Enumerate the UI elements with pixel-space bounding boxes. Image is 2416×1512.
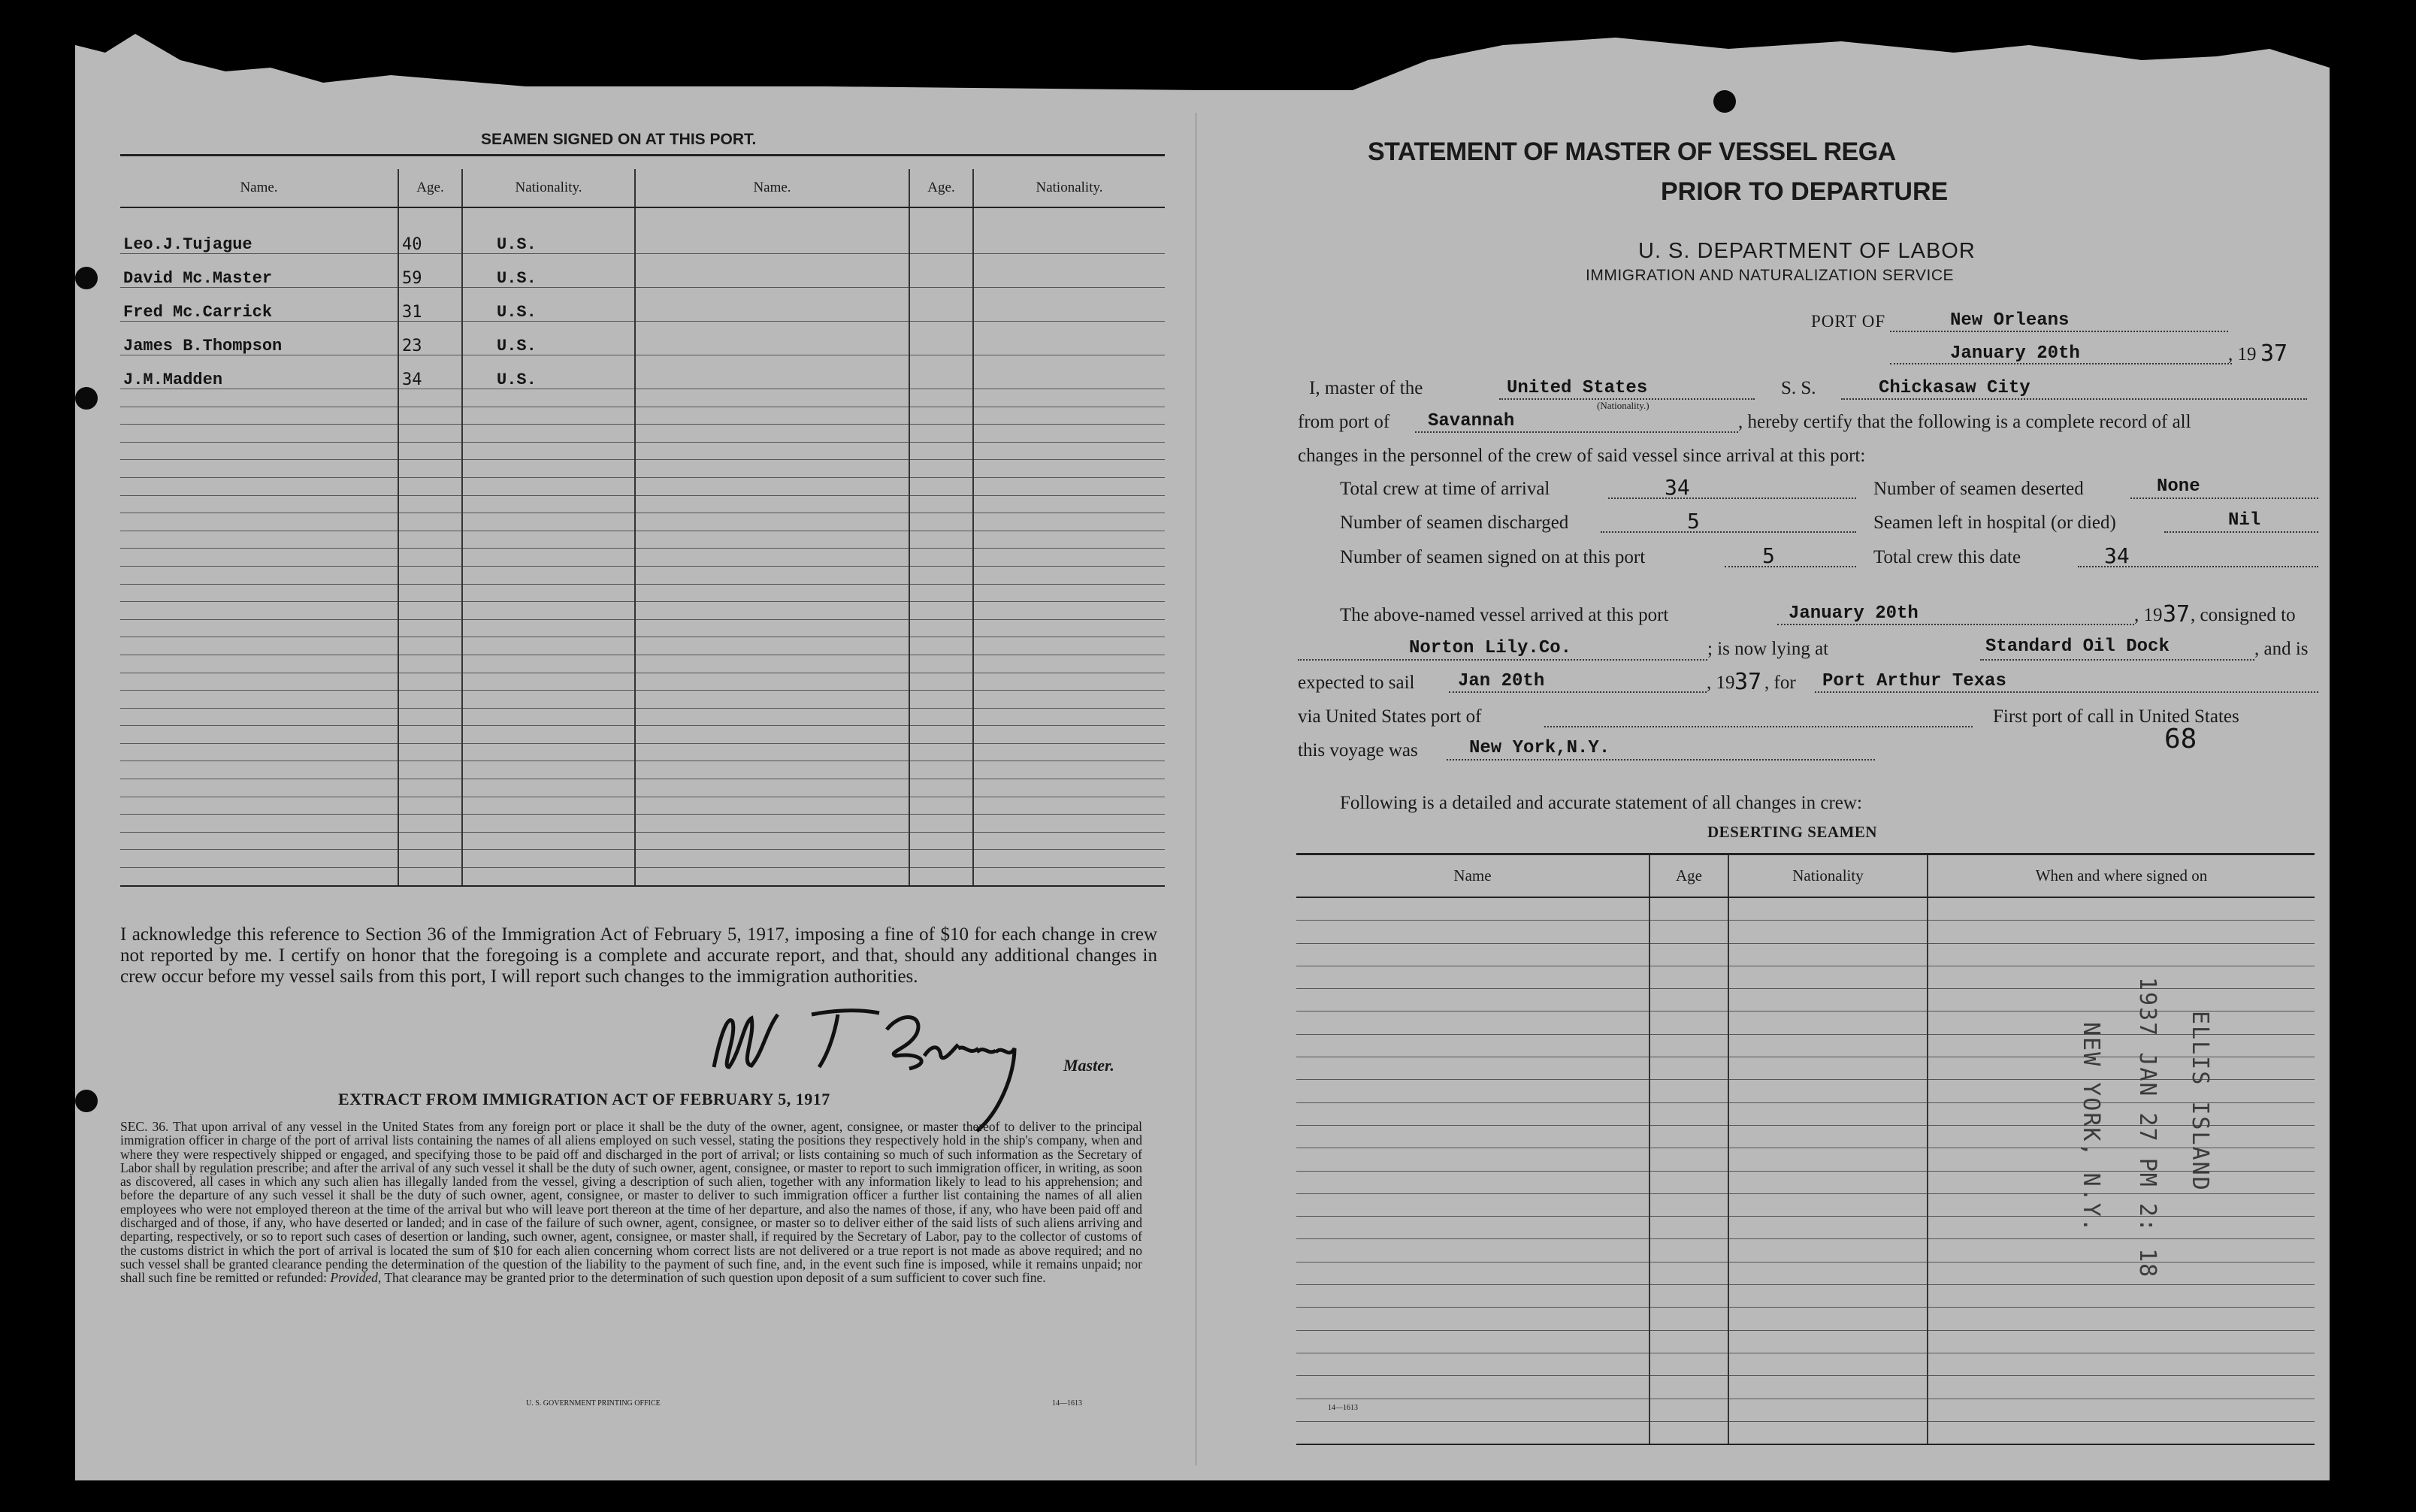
changes-text: changes in the personnel of the crew of said vessel since arrival at this port: [1298,446,1866,466]
table-row [1296,1193,2315,1216]
expected-line [1449,691,1707,693]
column-header: Age. [909,169,973,207]
arrived-line [1777,624,2134,625]
column-header: Nationality [1728,854,1928,898]
table-row [120,549,1165,567]
seaman-age: 31 [398,288,462,322]
table-row [120,655,1165,673]
table-row [120,442,1165,460]
table-row [1296,1330,2315,1353]
table-row [1296,943,2315,966]
deserting-seamen-header: DESERTING SEAMEN [1707,823,1878,841]
table-row [120,832,1165,850]
for-label: , for [1764,673,1796,693]
signed-on-value: 5 [1762,543,1775,568]
port-line [1890,331,2228,332]
received-date-stamp: 1937 JAN 27 PM 2: 18 [2134,977,2160,1279]
punch-hole [75,1090,98,1112]
lying-label: ; is now lying at [1707,639,1829,659]
table-row [1296,1421,2315,1444]
ship-value: Chickasaw City [1879,378,2030,398]
table-row [120,254,1165,288]
printer-imprint: U. S. GOVERNMENT PRINTING OFFICE [526,1399,661,1408]
table-row [120,602,1165,620]
deserted-line [2130,497,2318,499]
seaman-age: 59 [398,254,462,288]
expected-label: expected to sail [1298,673,1415,693]
table-row [120,495,1165,513]
column-header: Nationality. [973,169,1165,207]
table-row [120,460,1165,478]
seaman-nationality: U.S. [462,288,635,322]
master-label: Master. [1063,1056,1114,1075]
seaman-age: 23 [398,322,462,355]
table-row [120,726,1165,744]
table-row [1296,1148,2315,1171]
total-arrival-value: 34 [1665,475,1690,500]
seaman-nationality: U.S. [462,355,635,389]
table-row [120,673,1165,691]
table-row [1296,897,2315,921]
table-row [1296,1353,2315,1375]
table-row [1296,1399,2315,1421]
expected-value: Jan 20th [1458,671,1545,691]
for-line [1815,691,2318,693]
signed-on-line [1725,566,1856,567]
seaman-name: J.M.Madden [120,355,398,389]
nationality-caption: (Nationality.) [1597,400,1649,411]
table-row [1296,1171,2315,1193]
seaman-age: 34 [398,355,462,389]
ss-label: S. S. [1781,378,1816,398]
table-row [120,322,1165,355]
punch-hole [1713,90,1736,113]
total-date-value: 34 [2104,543,2130,568]
table-row [1296,1125,2315,1148]
seaman-nationality: U.S. [462,207,635,254]
column-header: Name. [120,169,398,207]
table-row [1296,1262,2315,1284]
table-row [120,850,1165,868]
expected-year: 37 [1734,669,1762,695]
table-row [1296,1308,2315,1330]
table-row [120,815,1165,833]
from-port-label: from port of [1298,412,1390,432]
arrived-label: The above-named vessel arrived at this port [1340,605,1669,625]
total-arrival-label: Total crew at time of arrival [1340,479,1550,499]
acknowledgement-text: I acknowledge this reference to Section 36 of the Immigration Act of February 5, 1917, imposing a fine of $10 for each change in crew not reported by me. I certify on honor that the foregoing is a complete and accurate report, and that, should any additional changes in crew occur before my vessel sails from this port, I will report such changes to the immigration authorities. [120,924,1157,987]
table-row [1296,989,2315,1012]
nationality-value: United States [1507,378,1648,398]
table-row [120,566,1165,584]
via-line [1544,726,1973,727]
seaman-name: Leo.J.Tujague [120,207,398,254]
table-row [1296,1285,2315,1308]
lying-line [1980,659,2254,661]
table-row [120,584,1165,602]
seamen-signed-on-table [120,169,1165,887]
table-row [120,761,1165,779]
discharged-line [1601,531,1856,533]
table-row [1296,966,2315,988]
hospital-label: Seamen left in hospital (or died) [1873,513,2116,533]
deserting-seamen-table [1296,853,2315,1445]
table-row [120,619,1165,637]
table-row [120,868,1165,886]
signed-on-label: Number of seamen signed on at this port [1340,547,1646,567]
for-value: Port Arthur Texas [1822,671,2006,691]
table-row [1296,1012,2315,1034]
arrived-year: 37 [2163,601,2191,627]
following-text: Following is a detailed and accurate statement of all changes in crew: [1340,793,1862,813]
department-name: U. S. DEPARTMENT OF LABOR [1638,239,1976,263]
via-label: via United States port of [1298,706,1482,727]
from-port-line [1415,431,1738,433]
lying-value: Standard Oil Dock [1985,637,2170,657]
expected-year-prefix: , 19 [1707,673,1735,693]
table-row [120,708,1165,726]
column-header: Age. [398,169,462,207]
seaman-name: David Mc.Master [120,254,398,288]
table-row [120,288,1165,322]
deserted-value: None [2157,476,2200,497]
table-row [120,513,1165,531]
discharged-label: Number of seamen discharged [1340,513,1569,533]
column-header: Nationality. [462,169,635,207]
date-value: January 20th [1950,343,2080,364]
table-row [120,477,1165,495]
table-row [120,425,1165,443]
extract-proviso-label: Provided, [330,1270,382,1286]
consigned-label: , consigned to [2191,605,2296,625]
form-subtitle: PRIOR TO DEPARTURE [1661,177,1949,206]
consignee-value: Norton Lily.Co. [1409,638,1572,658]
table-row [120,691,1165,709]
ellis-island-stamp: ELLIS ISLAND [2187,1011,2213,1192]
hospital-line [2164,531,2318,533]
handwritten-number: 68 [2164,724,2197,754]
table-row [1296,1034,2315,1057]
date-year: 37 [2260,340,2288,367]
extract-text: SEC. 36. That upon arrival of any vessel in the United States from any foreign port or place it shall be the duty of the owner, agent, consignee, or master thereof to deliver to the principal immigration officer in charge of the port of arrival lists containing the names of all aliens employed on such vessel, stating the positions they respectively hold in the ship's company, when and where they were respectively shipped or engaged, and specifying those to be paid off and discharged in the port of arrival; or lists containing so much of such information as the Secretary of Labor shall by regulation prescribe; and after the arrival of any such vessel it shall be the duty of such owner, agent, consignee, or master to report to such immigration officer, in writing, as soon as discovered, all cases in which any such alien has illegally landed from the vessel, giving a description of such alien, together with any information likely to lead to his apprehension; and before the departure of any such vessel it shall be the duty of such owner, agent, consignee, or master to deliver to such immigration officer a further list containing the names of all alien employees who were not employed thereon at the time of the arrival but who will leave port thereon at the time of her departure, and also the names of those, if any, who have been paid off and discharged and of those, if any, who have deserted or landed; and in case of the failure of such owner, agent, consignee, or master so to deliver either of the said lists of such aliens arriving and departing, respectively, or so to report such cases of desertion or landing, such owner, agent, consignee, or master shall, if required by the Secretary of Labor, pay to the collector of customs of the customs district in which the port of arrival is located the sum of $10 for each alien concerning whom correct lists are not delivered or a true report is not made as above required; and no such vessel shall be granted clearance pending the determination of the question of the liability to the payment of such fine, and, in the event such fine is imposed, while it remains unpaid; nor shall such fine be remitted or refunded: [120,1119,1142,1286]
hospital-value: Nil [2228,510,2261,531]
date-year-prefix: , 19 [2228,344,2257,364]
this-voyage-label: this voyage was [1298,740,1418,761]
first-port-label: First port of call in United States [1993,706,2239,727]
discharged-value: 5 [1687,509,1700,534]
master-of-label: I, master of the [1309,378,1423,398]
table-row [1296,1102,2315,1125]
table-row [120,355,1165,389]
from-port-value: Savannah [1428,411,1515,431]
punch-hole [75,387,98,410]
column-header: When and where signed on [1928,854,2315,898]
port-label: PORT OF [1811,312,1886,331]
table-row [1296,1239,2315,1262]
column-header: Name [1296,854,1649,898]
arrived-value: January 20th [1789,603,1919,624]
arrived-year-prefix: , 19 [2134,605,2163,625]
center-fold [1195,113,1197,1465]
table-row [1296,1217,2315,1239]
new-york-stamp: NEW YORK, N.Y. [2078,1022,2104,1233]
this-voyage-value: New York,N.Y. [1469,738,1610,758]
header-rule [120,154,1165,156]
deserted-label: Number of seamen deserted [1873,479,2084,499]
form-number-left: 14—1613 [1052,1399,1082,1408]
port-value: New Orleans [1950,310,2070,331]
table-row [120,637,1165,655]
total-arrival-line [1608,497,1856,499]
left-header: SEAMEN SIGNED ON AT THIS PORT. [481,131,757,148]
table-row [1296,1057,2315,1080]
table-row [120,207,1165,254]
extract-proviso: That clearance may be granted prior to the determination of such question upon deposit of a sum sufficient to cover such fine. [384,1270,1046,1286]
punch-hole [75,267,98,289]
and-is-label: , and is [2254,639,2309,659]
certify-text: , hereby certify that the following is a complete record of all [1738,412,2191,432]
table-row [120,797,1165,815]
seaman-nationality: U.S. [462,322,635,355]
ship-line [1841,398,2307,400]
column-header: Age [1649,854,1728,898]
table-row [1296,1376,2315,1399]
seaman-nationality: U.S. [462,254,635,288]
table-row [120,389,1165,407]
form-number-right: 14—1613 [1328,1404,1358,1412]
table-row [1296,1080,2315,1102]
consignee-line [1298,659,1707,661]
table-row [120,743,1165,761]
service-name: IMMIGRATION AND NATURALIZATION SERVICE [1586,267,1954,284]
extract-title: EXTRACT FROM IMMIGRATION ACT OF FEBRUARY 5, 1917 [338,1090,830,1108]
table-row [120,779,1165,797]
table-row [120,407,1165,425]
extract-body [120,1120,1142,1285]
total-date-label: Total crew this date [1873,547,2021,567]
seaman-name: James B.Thompson [120,322,398,355]
seaman-name: Fred Mc.Carrick [120,288,398,322]
column-header: Name. [635,169,909,207]
this-voyage-line [1447,759,1875,761]
table-row [120,531,1165,549]
form-title: STATEMENT OF MASTER OF VESSEL REGA [1368,138,1896,166]
table-row [1296,921,2315,943]
seaman-age: 40 [398,207,462,254]
